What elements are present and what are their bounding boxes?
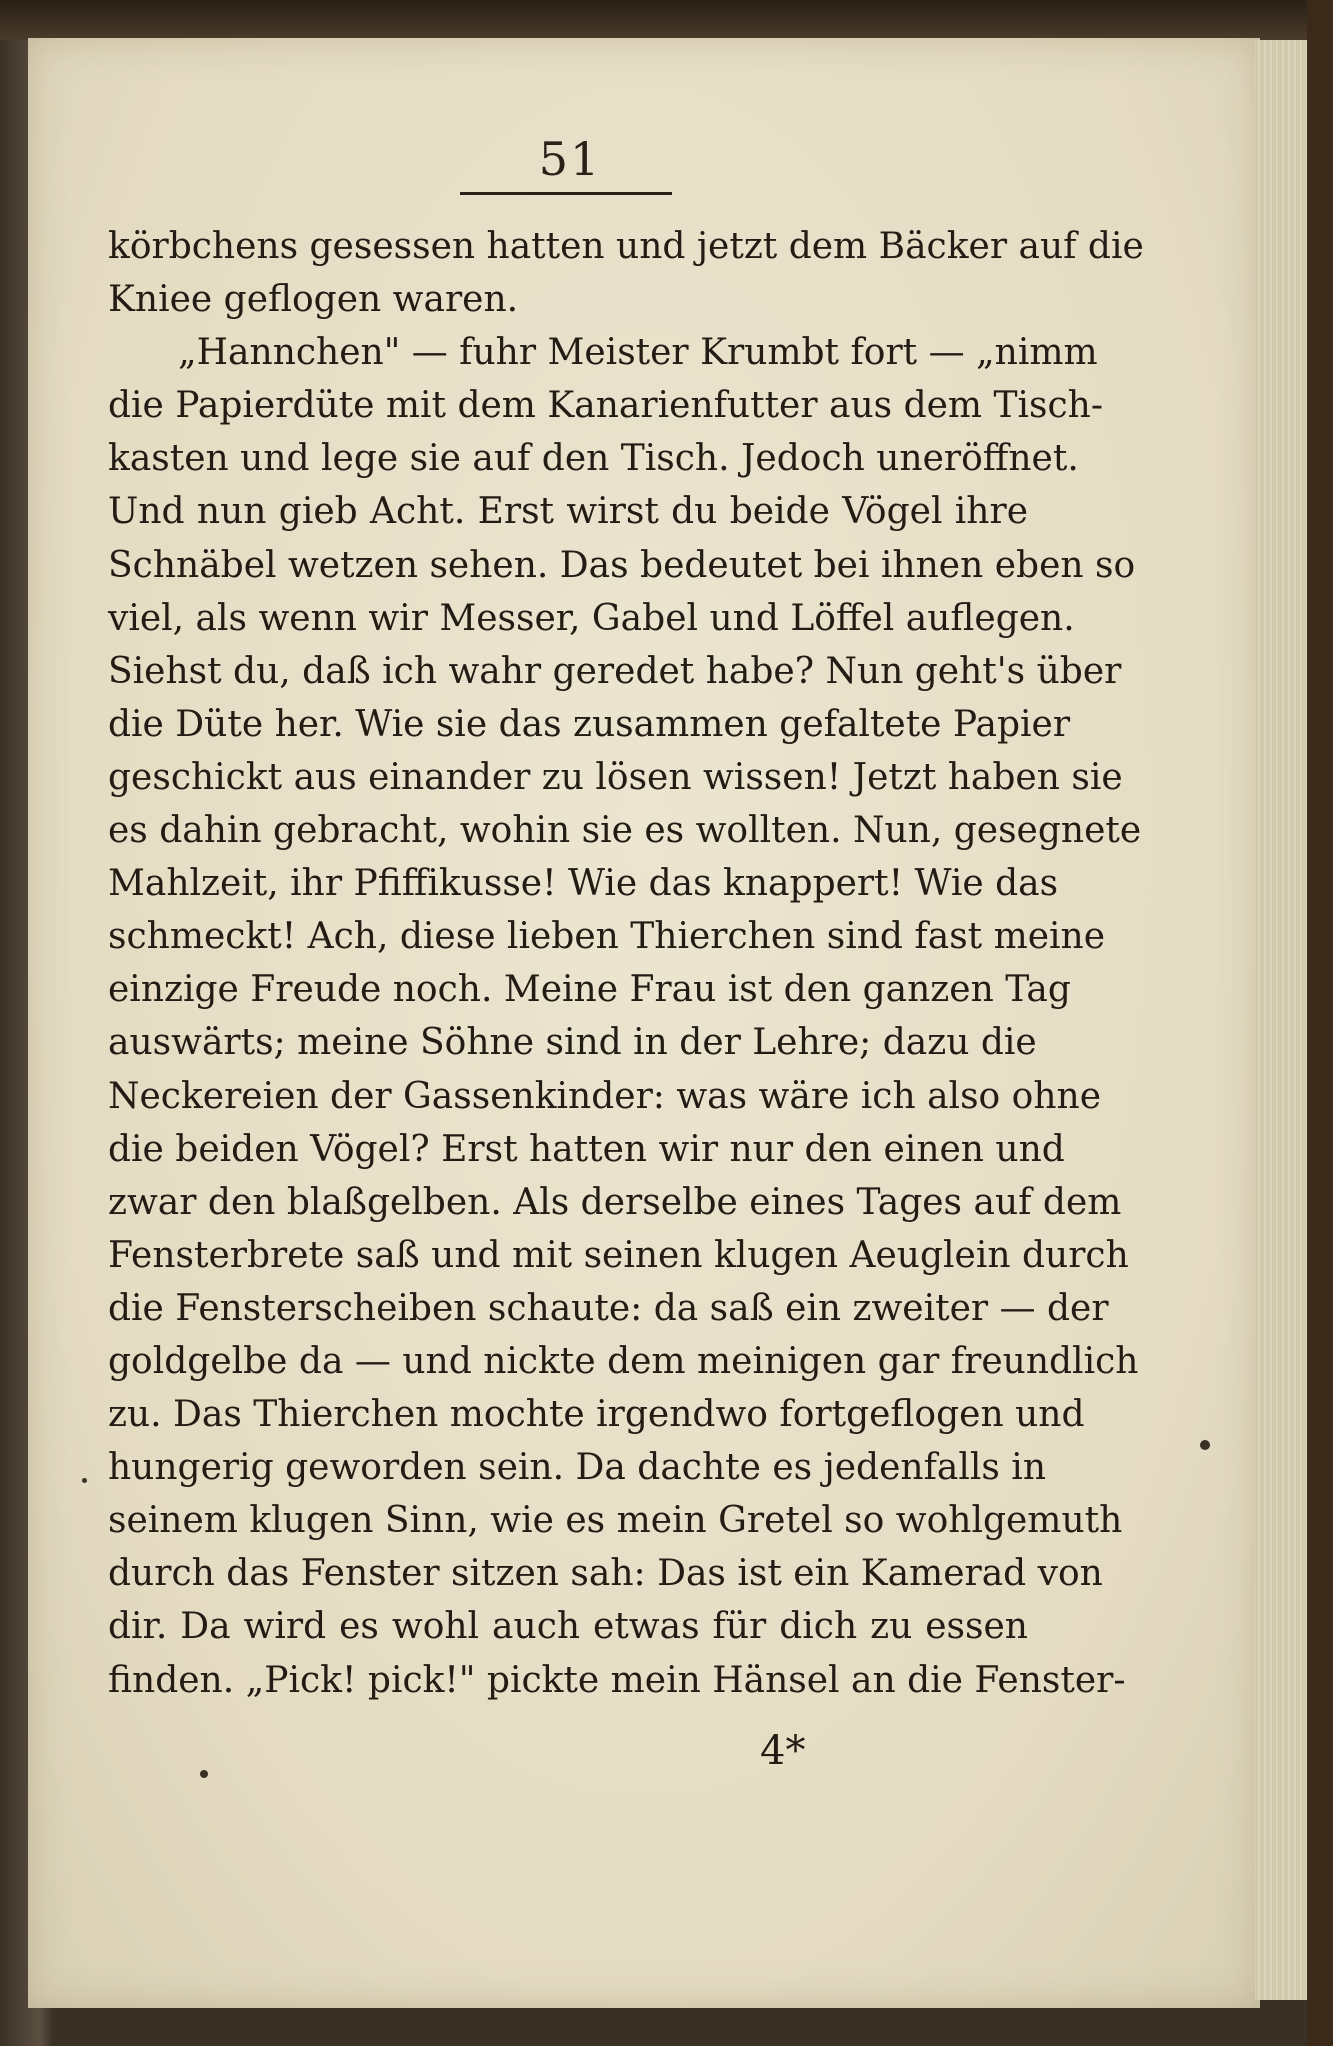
text-line: hungerig geworden sein. Da dachte es jedenfalls in	[108, 1447, 1047, 1489]
text-line: die Fensterscheiben schaute: da saß ein zweiter — der	[108, 1287, 1109, 1329]
text-line: finden. „Pick! pick!" pickte mein Hänsel an die Fenster-	[108, 1659, 1126, 1701]
text-line: einzige Freude noch. Meine Frau ist den ganzen Tag	[108, 969, 1071, 1011]
text-line: es dahin gebracht, wohin sie es wollten. Nun, gesegnete	[108, 810, 1142, 852]
text-line: kasten und lege sie auf den Tisch. Jedoch uneröffnet.	[108, 438, 1079, 480]
text-line: Schnäbel wetzen sehen. Das bedeutet bei ihnen eben so	[108, 544, 1136, 586]
text-line: Fensterbrete saß und mit seinen klugen Aeuglein durch	[108, 1234, 1129, 1276]
speck	[1200, 1440, 1210, 1450]
text-line: goldgelbe da — und nickte dem meinigen gar freundlich	[108, 1340, 1139, 1382]
text-line: geschickt aus einander zu lösen wissen! Jetzt haben sie	[108, 756, 1123, 798]
speck	[200, 1770, 208, 1778]
text-line: dir. Da wird es wohl auch etwas für dich zu essen	[108, 1606, 1028, 1648]
speck	[82, 1478, 87, 1483]
text-line: zu. Das Thierchen mochte irgendwo fortgeflogen und	[108, 1394, 1085, 1436]
text-line: Kniee geflogen waren.	[108, 279, 519, 321]
text-line: Siehst du, daß ich wahr geredet habe? Nun geht's über	[108, 650, 1122, 692]
text-line: körbchens gesessen hatten und jetzt dem Bäcker auf die	[108, 226, 1144, 267]
header-rule	[460, 192, 672, 195]
book-cover-edge	[1307, 0, 1333, 2046]
text-line: Neckereien der Gassenkinder: was wäre ich also ohne	[108, 1075, 1102, 1117]
text-line: die beiden Vögel? Erst hatten wir nur den einen und	[108, 1128, 1065, 1170]
text-line: seinem klugen Sinn, wie es mein Gretel so wohlgemuth	[108, 1500, 1123, 1542]
page-number: 51	[538, 132, 602, 186]
body-text	[108, 220, 1144, 1707]
text-line: Mahlzeit, ihr Pfiffikusse! Wie das knappert! Wie das	[108, 863, 1059, 905]
text-line: durch das Fenster sitzen sah: Das ist ein Kamerad von	[108, 1553, 1103, 1595]
text-line: viel, als wenn wir Messer, Gabel und Löffel auflegen.	[108, 597, 1075, 639]
text-line: die Düte her. Wie sie das zusammen gefaltete Papier	[108, 703, 1071, 745]
text-line: zwar den blaßgelben. Als derselbe eines Tages auf dem	[108, 1181, 1122, 1223]
text-line: „Hannchen" — fuhr Meister Krumbt fort — „nimm	[178, 332, 1098, 374]
top-binding-shadow	[0, 0, 1333, 40]
signature-mark: 4*	[760, 1728, 806, 1774]
text-line: Und nun gieb Acht. Erst wirst du beide Vögel ihre	[108, 491, 1028, 533]
text-line: auswärts; meine Söhne sind in der Lehre; dazu die	[108, 1022, 1037, 1064]
page-edges	[1255, 40, 1313, 2000]
text-line: die Papierdüte mit dem Kanarienfutter aus dem Tisch-	[108, 385, 1104, 427]
text-line: schmeckt! Ach, diese lieben Thierchen sind fast meine	[108, 916, 1106, 958]
